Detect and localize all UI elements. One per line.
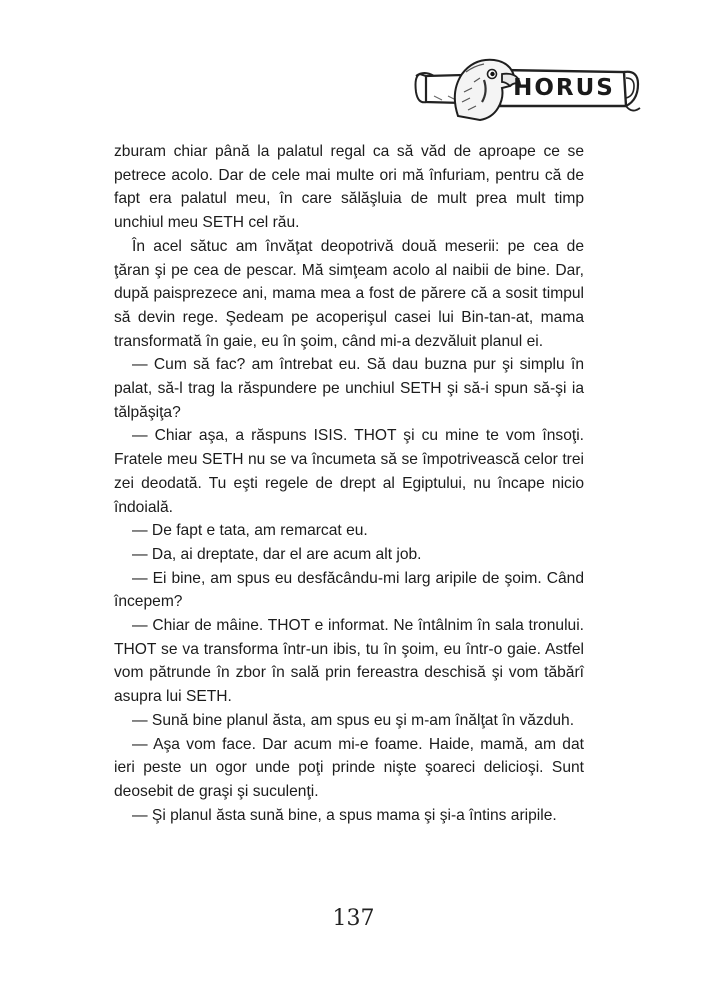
- paragraph: zburam chiar până la palatul regal ca să văd de aproape ce se petrece acolo. Dar de cele mai multe ori mă înfuriam, pentru că de fapt era palatul meu, în care sălăşluia de mult prea mult timp unchiul meu SETH cel rău.: [114, 143, 584, 232]
- chapter-header: [412, 52, 642, 122]
- paragraph: — Chiar de mâine. THOT e informat. Ne întâlnim în sala tronului. THOT se va transforma într-un ibis, tu în şoim, eu într-o gaie. Astfel vom pătrunde în zbor în sală prin fereastra deschisă şi vom tăbărî asupra lui SETH.: [114, 617, 584, 706]
- paragraph: — Şi planul ăsta sună bine, a spus mama şi şi-a întins aripile.: [132, 806, 557, 824]
- paragraph: În acel sătuc am învăţat deopotrivă două meserii: pe cea de ţăran şi pe cea de pescar. Mă simţeam acolo al naibii de bine. Dar, după paisprezece ani, mama mea a fost de părere că a sosit timpul să devin rege. Şedeam pe acoperişul casei lui Bin-tan-at, mama transformată în gaie, eu în şoim, când mi-a dezvăluit planul ei.: [114, 237, 584, 350]
- page-number: 137: [332, 906, 375, 931]
- paragraph: — Sună bine planul ăsta, am spus eu şi m-am înălţat în văzduh.: [132, 711, 575, 729]
- page-body: [114, 140, 584, 827]
- paragraph: — Ei bine, am spus eu desfăcându-mi larg aripile de şoim. Când începem?: [114, 569, 584, 611]
- paragraph: — De fapt e tata, am remarcat eu.: [132, 522, 368, 540]
- paragraph: — Cum să fac? am întrebat eu. Să dau buzna pur şi simplu în palat, să-l trag la răspundere pe unchiul SETH şi să-i spun să-şi ia tălpăşiţa?: [114, 356, 584, 421]
- paragraph: — Da, ai dreptate, dar el are acum alt job.: [132, 545, 422, 563]
- paragraph: — Chiar aşa, a răspuns ISIS. THOT şi cu mine te vom însoţi. Fratele meu SETH nu se va încumeta să se împotrivească celor trei zei deodată. Tu eşti regele de drept al Egiptului, nu încape nicio îndoială.: [114, 427, 584, 516]
- chapter-title: HORUS: [513, 75, 615, 101]
- paragraph: — Aşa vom face. Dar acum mi-e foame. Haide, mamă, am dat ieri peste un ogor unde poţi prinde nişte şoareci delicioşi. Sunt deosebit de graşi şi suculenţi.: [114, 735, 584, 800]
